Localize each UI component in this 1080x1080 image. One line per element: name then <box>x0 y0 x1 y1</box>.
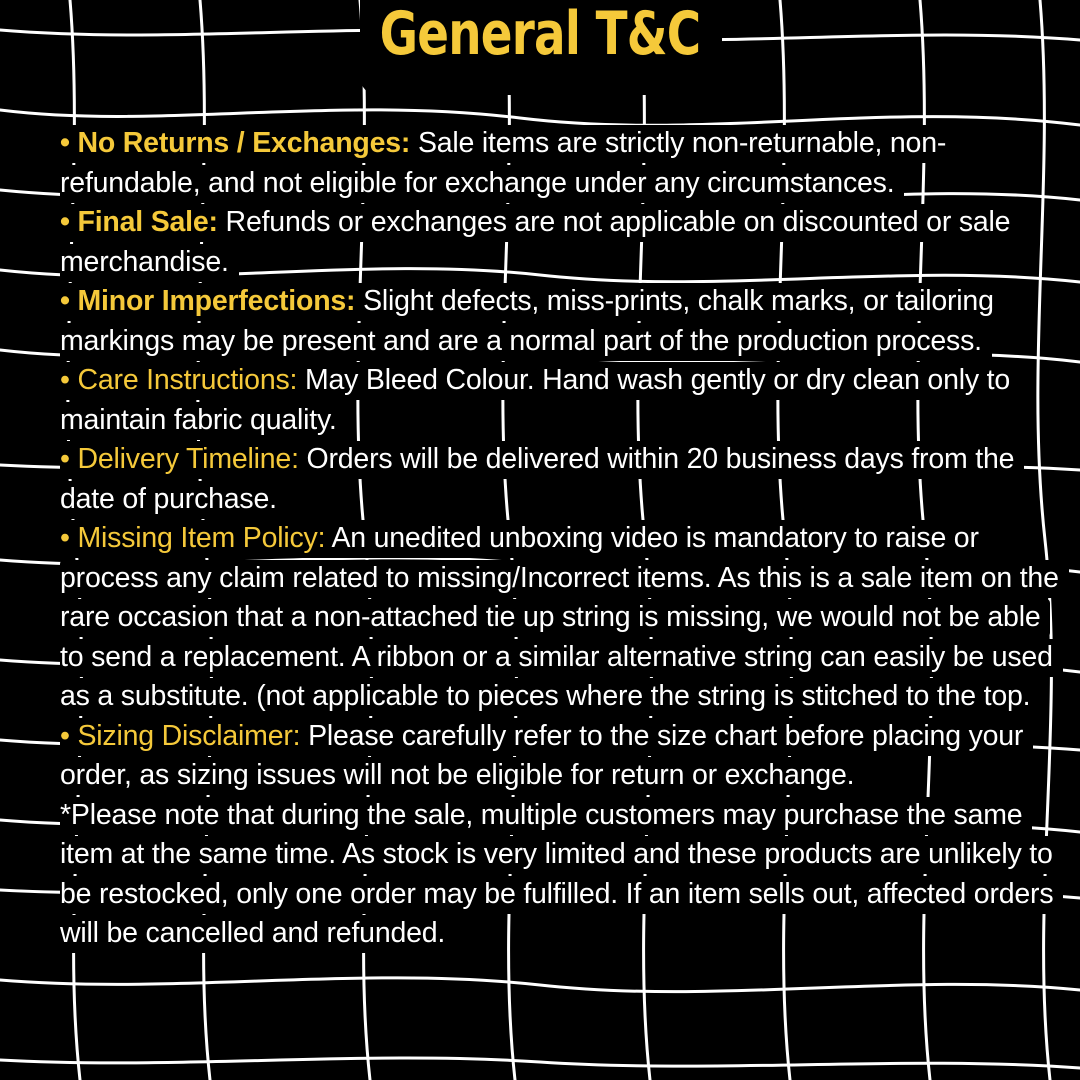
terms-item <box>60 361 1060 440</box>
terms-item-body: Sale items are strictly non-returnable, non-refundable, and not eligible for exchange under any circumstances. <box>60 127 947 199</box>
terms-item <box>60 717 1060 796</box>
terms-item-label: • Delivery Timeline: <box>60 443 299 475</box>
terms-item-text <box>60 718 1033 796</box>
terms-item <box>60 203 1060 282</box>
sale-note-text: *Please note that during the sale, multiple customers may purchase the same item at the same time. As stock is very limited and these products are unlikely to be restocked, only one order may be fulfilled. If an item sells out, affected orders will be cancelled and refunded. <box>60 797 1063 954</box>
terms-item-label: • Sizing Disclaimer: <box>60 719 301 752</box>
terms-item-label: • Missing Item Policy: <box>60 522 326 554</box>
terms-item <box>60 124 1060 203</box>
terms-item-body: Refunds or exchanges are not applicable on discounted or sale merchandise. <box>60 206 1011 278</box>
terms-item-text <box>60 362 1020 440</box>
terms-item-label: • No Returns / Exchanges: <box>60 127 411 159</box>
sale-note <box>60 796 1060 954</box>
terms-item-body: Please carefully refer to the size chart before placing your order, as sizing issues will not be eligible for return or exchange. <box>60 719 1024 791</box>
terms-item-label: • Minor Imperfections: <box>60 285 356 317</box>
terms-item-text <box>60 125 956 203</box>
terms-item-label: • Care Instructions: <box>60 364 298 396</box>
terms-item-text <box>60 283 1004 361</box>
terms-item-text <box>60 204 1020 282</box>
terms-item-body: Slight defects, miss-prints, chalk marks, or tailoring markings may be present and are a normal part of the production process. <box>60 285 994 357</box>
terms-item-body: May Bleed Colour. Hand wash gently or dry clean only to maintain fabric quality. <box>60 364 1011 436</box>
terms-item <box>60 282 1060 361</box>
terms-item-body: Orders will be delivered within 20 business days from the date of purchase. <box>60 443 1015 515</box>
terms-item-text <box>60 520 1069 716</box>
terms-list <box>60 124 1060 954</box>
terms-item-body: An unedited unboxing video is mandatory to raise or process any claim related to missing/Incorrect items. As this is a sale item on the rare occasion that a non-attached tie up string is missing, we would not be able to send a replacement. A ribbon or a similar alternative string can easily be used as a substitute. (not applicable to pieces where the string is stitched to the top. <box>60 522 1059 712</box>
terms-item-text <box>60 441 1024 519</box>
terms-item <box>60 440 1060 519</box>
terms-item <box>60 519 1060 717</box>
page-title: General T&C <box>379 0 701 69</box>
terms-item-label: • Final Sale: <box>60 206 218 238</box>
